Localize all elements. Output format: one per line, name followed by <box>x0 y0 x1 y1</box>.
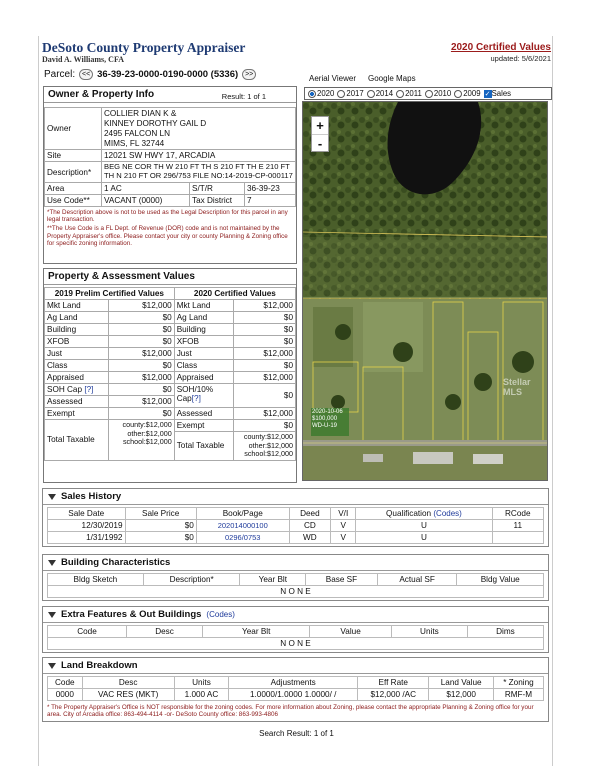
building-title: Building Characteristics <box>61 557 171 568</box>
col-desc: Desc <box>82 677 174 689</box>
parcel-label: Parcel: <box>44 69 76 80</box>
col-year-blt: Year Blt <box>203 626 310 638</box>
land-header[interactable] <box>43 658 548 674</box>
sales-row <box>48 520 544 532</box>
sales-table <box>47 507 544 544</box>
assessment-label: Class <box>174 360 234 372</box>
assessment-row <box>45 312 296 324</box>
year-option-2011[interactable]: 2011 <box>396 89 422 98</box>
site-label: Site <box>45 150 102 162</box>
assessed-2019-value: $12,000 <box>108 396 174 408</box>
exempt-2019-label: Exempt <box>45 408 109 420</box>
tab-google-maps[interactable]: Google Maps <box>368 74 416 83</box>
updated-date: updated: 5/6/2021 <box>490 54 551 63</box>
total-2020-values: county:$12,000 other:$12,000 school:$12,000 <box>234 432 296 461</box>
radio-icon <box>367 90 375 98</box>
building-table <box>47 573 544 598</box>
owner-table <box>44 107 296 207</box>
assessment-value: $12,000 <box>234 300 296 312</box>
assessment-label: Building <box>174 324 234 336</box>
qualification: U <box>356 520 492 532</box>
building-section <box>42 554 549 601</box>
assessment-label: Appraised <box>45 372 109 384</box>
radio-icon <box>454 90 462 98</box>
assessment-label: Just <box>45 348 109 360</box>
vi: V <box>331 520 356 532</box>
col-rcode: RCode <box>492 508 543 520</box>
col-vi: V/I <box>331 508 356 520</box>
str-label: S/T/R <box>190 182 245 194</box>
col-deed: Deed <box>289 508 330 520</box>
taxdist-value: 7 <box>245 194 296 206</box>
assessment-value: $0 <box>108 312 174 324</box>
land-table <box>47 676 544 701</box>
soh-cap-value: $0 <box>108 384 174 396</box>
collapse-icon <box>48 494 56 500</box>
land-adjustments: 1.0000/1.0000 1.0000/ / <box>229 689 358 701</box>
col-sale-date: Sale Date <box>48 508 126 520</box>
year-option-2014[interactable]: 2014 <box>367 89 393 98</box>
col-eff-rate: Eff Rate <box>358 677 429 689</box>
appraiser-name: David A. Williams, CFA <box>42 55 125 64</box>
sale-map-label[interactable]: 2020-10-06 $100,000 WD-U-19 <box>312 409 343 429</box>
sales-rows <box>48 520 544 544</box>
soh-help-link[interactable]: [?] <box>84 385 94 394</box>
soh10-help-link[interactable]: [?] <box>191 394 201 403</box>
assessment-label: Just <box>174 348 234 360</box>
assessment-row <box>45 336 296 348</box>
soh10-value: $0 <box>234 384 296 408</box>
owner-property-box <box>43 86 297 264</box>
col-code: Code <box>48 626 127 638</box>
year-option-2020[interactable]: 2020 <box>308 89 334 98</box>
assessment-value: $0 <box>234 324 296 336</box>
assessment-value: $0 <box>234 312 296 324</box>
radio-icon <box>396 90 404 98</box>
assessed-2019-label: Assessed <box>45 396 109 408</box>
assessment-label: Building <box>45 324 109 336</box>
collapse-icon <box>48 663 56 669</box>
area-value: 1 AC <box>102 182 190 194</box>
prev-parcel-button[interactable]: << <box>79 69 93 80</box>
assessment-row <box>45 324 296 336</box>
assessment-label: Mkt Land <box>45 300 109 312</box>
year-option-2017[interactable]: 2017 <box>337 89 363 98</box>
extra-none: N O N E <box>48 638 544 650</box>
deed: WD <box>289 532 330 544</box>
assessment-row <box>45 360 296 372</box>
assessment-box <box>43 268 297 483</box>
tab-aerial-viewer[interactable]: Aerial Viewer <box>309 74 356 83</box>
qualification: U <box>356 532 492 544</box>
deed: CD <box>289 520 330 532</box>
col-sale-price: Sale Price <box>125 508 196 520</box>
sales-checkbox[interactable]: ✓Sales <box>484 89 512 98</box>
sale-date: 1/31/1992 <box>48 532 126 544</box>
col-book-page: Book/Page <box>196 508 289 520</box>
exempt-2020-label: Exempt <box>174 420 234 432</box>
col-base-sf: Base SF <box>306 574 378 586</box>
total-2020-label: Total Taxable <box>174 432 234 461</box>
col-units: Units <box>391 626 467 638</box>
assessment-label: XFOB <box>174 336 234 348</box>
exempt-2020-value: $0 <box>234 420 296 432</box>
radio-icon <box>337 90 345 98</box>
search-result: Search Result: 1 of 1 <box>259 729 334 738</box>
col-actual-sf: Actual SF <box>377 574 457 586</box>
assessment-value: $12,000 <box>108 348 174 360</box>
col-code: Code <box>48 677 83 689</box>
col-bldg-sketch: Bldg Sketch <box>48 574 144 586</box>
col-units: Units <box>174 677 229 689</box>
sales-history-section <box>42 488 549 547</box>
year-option-2009[interactable]: 2009 <box>454 89 480 98</box>
assessment-table <box>44 287 296 461</box>
taxdist-label: Tax District <box>190 194 245 206</box>
extra-features-table <box>47 625 544 650</box>
land-title: Land Breakdown <box>61 660 138 671</box>
radio-icon <box>425 90 433 98</box>
result-count: Result: 1 of 1 <box>221 92 266 101</box>
col-dims: Dims <box>467 626 543 638</box>
assessed-2020-value: $12,000 <box>234 408 296 420</box>
sale-price: $0 <box>125 532 196 544</box>
extra-features-section <box>42 606 549 653</box>
next-parcel-button[interactable]: >> <box>242 69 256 80</box>
usecode-label: Use Code** <box>45 194 102 206</box>
assessment-value: $0 <box>108 360 174 372</box>
assessment-label: Class <box>45 360 109 372</box>
collapse-icon <box>48 612 56 618</box>
assessment-label: Appraised <box>174 372 234 384</box>
year-option-2010[interactable]: 2010 <box>425 89 451 98</box>
sales-history-header[interactable] <box>43 489 548 505</box>
checkmark-icon: ✓ <box>484 90 491 98</box>
watermark: Stellar MLS <box>503 377 531 397</box>
description-note: *The Description above is not to be used as the Legal Description for this parcel in any legal transaction. <box>47 208 288 224</box>
zoom-in-button[interactable]: + <box>312 117 328 135</box>
col-value: Value <box>310 626 391 638</box>
sale-price: $0 <box>125 520 196 532</box>
qualification-codes-link[interactable]: (Codes) <box>433 509 462 518</box>
col-2019-header: 2019 Prelim Certified Values <box>45 288 175 300</box>
building-none: N O N E <box>48 586 544 598</box>
sale-date: 12/30/2019 <box>48 520 126 532</box>
owner-value: COLLIER DIAN K & KINNEY DOROTHY GAIL D 2495 FALCON LN MIMS, FL 32744 <box>102 108 296 150</box>
soh10-label: SOH/10% Cap[?] <box>174 384 234 408</box>
col-desc: Desc <box>127 626 203 638</box>
col-year-blt: Year Blt <box>240 574 306 586</box>
col-bldg-value: Bldg Value <box>457 574 544 586</box>
exempt-2019-value: $0 <box>108 408 174 420</box>
parcel-nav <box>44 69 256 80</box>
col-qualification: Qualification (Codes) <box>356 508 492 520</box>
assessment-title: Property & Assessment Values <box>44 269 296 285</box>
rcode <box>492 532 543 544</box>
assessment-row <box>45 372 296 384</box>
land-desc: VAC RES (MKT) <box>82 689 174 701</box>
building-header[interactable] <box>43 555 548 571</box>
site-value: 12021 SW HWY 17, ARCADIA <box>102 150 296 162</box>
assessment-label: Ag Land <box>45 312 109 324</box>
assessment-label: XFOB <box>45 336 109 348</box>
description-label: Description* <box>45 162 102 182</box>
collapse-icon <box>48 560 56 566</box>
col-description: Description* <box>143 574 240 586</box>
assessment-value: $0 <box>234 360 296 372</box>
assessment-row <box>45 300 296 312</box>
str-value: 36-39-23 <box>245 182 296 194</box>
extra-features-title: Extra Features & Out Buildings <box>61 609 202 620</box>
land-zoning: RMF-M <box>493 689 543 701</box>
owner-box-title: Owner & Property Info <box>48 89 155 100</box>
zoning-note: * The Property Appraiser's Office is NOT responsible for the zoning codes. For more information about Zoning, please contact the appropriate Planning & Zoning office for your area. City of Arcadia office: 863-494-4114 -or- DeSoto County office: 863-993-4806 <box>47 704 534 719</box>
assessment-value: $12,000 <box>234 372 296 384</box>
col-adjustments: Adjustments <box>229 677 358 689</box>
sales-row <box>48 532 544 544</box>
sales-history-title: Sales History <box>61 491 122 502</box>
assessment-value: $12,000 <box>108 300 174 312</box>
land-value: $12,000 <box>429 689 494 701</box>
assessment-value: $0 <box>234 336 296 348</box>
assessment-rows <box>45 300 296 384</box>
book-page[interactable]: 202014000100 <box>196 520 289 532</box>
year-selector <box>304 87 552 100</box>
zoom-out-button[interactable]: - <box>317 136 323 151</box>
assessment-value: $0 <box>108 336 174 348</box>
land-units: 1.000 AC <box>174 689 229 701</box>
owner-label: Owner <box>45 108 102 150</box>
certified-values-link[interactable]: 2020 Certified Values <box>450 42 551 53</box>
land-code: 0000 <box>48 689 83 701</box>
assessment-value: $0 <box>108 324 174 336</box>
extra-codes-link[interactable]: (Codes) <box>206 610 235 619</box>
usecode-note: **The Use Code is a FL Dept. of Revenue (DOR) code and is not maintained by the Property Appraiser's office. Please contact your city or county Planning & Zoning office for specific zoning information. <box>47 225 288 247</box>
land-section <box>42 657 549 722</box>
assessed-2020-label: Assessed <box>174 408 234 420</box>
assessment-value: $12,000 <box>234 348 296 360</box>
col-2020-header: 2020 Certified Values <box>174 288 295 300</box>
land-eff-rate: $12,000 /AC <box>358 689 429 701</box>
assessment-label: Ag Land <box>174 312 234 324</box>
vi: V <box>331 532 356 544</box>
zoom-controls <box>311 116 329 152</box>
description-value: BEG NE COR TH W 210 FT TH S 210 FT TH E 210 FT TH N 210 FT OR 296/753 FILE NO:14-2019-CP-000117 <box>102 162 296 182</box>
radio-icon <box>308 90 316 98</box>
area-label: Area <box>45 182 102 194</box>
page-title: DeSoto County Property Appraiser <box>42 40 246 55</box>
col-land-value: Land Value <box>429 677 494 689</box>
assessment-row <box>45 348 296 360</box>
parcel-number: 36-39-23-0000-0190-0000 (5336) <box>97 69 239 80</box>
total-2019-label: Total Taxable <box>45 420 109 461</box>
book-page[interactable]: 0296/0753 <box>196 532 289 544</box>
extra-features-header[interactable] <box>43 607 548 623</box>
assessment-value: $12,000 <box>108 372 174 384</box>
owner-box-header <box>44 87 296 103</box>
total-2019-values: county:$12,000 other:$12,000 school:$12,000 <box>108 420 174 461</box>
usecode-value: VACANT (0000) <box>102 194 190 206</box>
col-zoning: * Zoning <box>493 677 543 689</box>
assessment-label: Mkt Land <box>174 300 234 312</box>
soh-cap-label: SOH Cap [?] <box>45 384 109 396</box>
aerial-map[interactable] <box>302 101 548 481</box>
rcode: 11 <box>492 520 543 532</box>
